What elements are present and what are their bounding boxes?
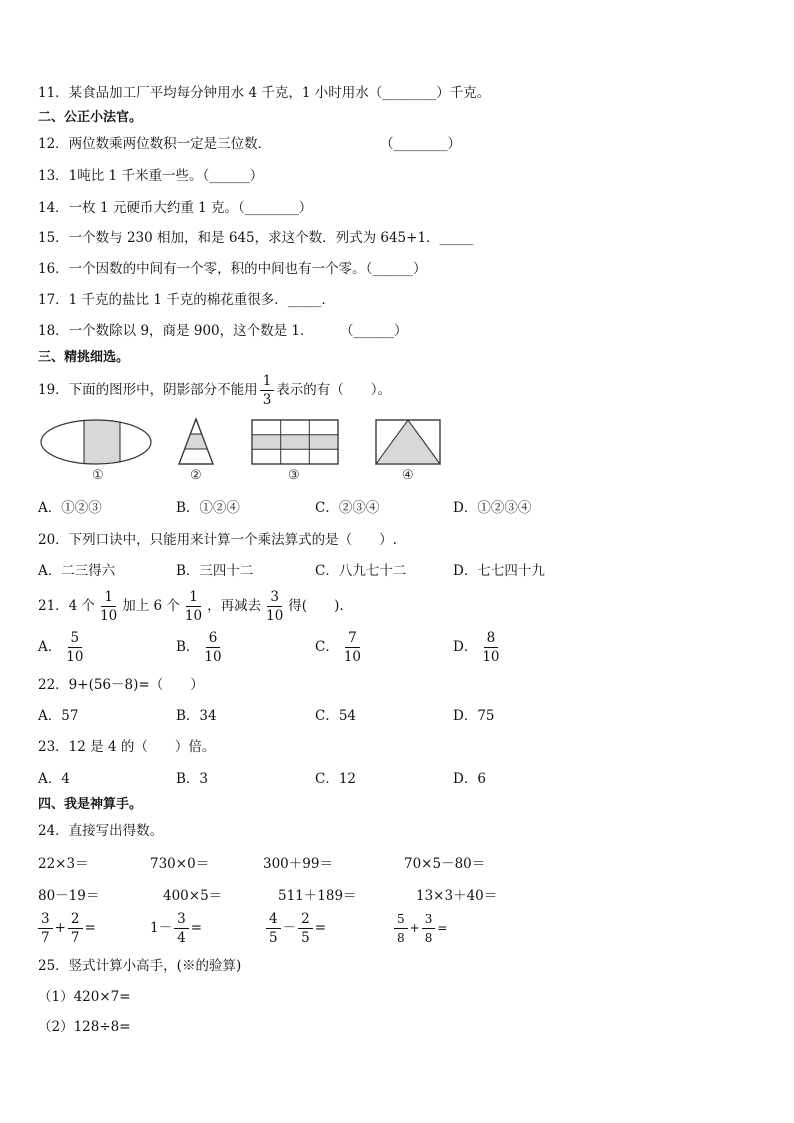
figure-label-4: ④ <box>402 468 414 483</box>
question-23: 23．12 是 4 的（ ）倍。 <box>38 739 216 755</box>
question-16: 16．一个因数的中间有一个零，积的中间也有一个零。（______） <box>38 261 427 277</box>
figure-label-2: ② <box>190 468 202 483</box>
fraction: $\frac{1}{10}$ <box>100 589 118 624</box>
option-b[interactable]: B． $\frac{6}{10}$ <box>176 629 227 665</box>
option-c[interactable]: C．②③④ <box>315 500 380 516</box>
option-a[interactable]: A．①②③ <box>38 500 102 516</box>
calc-item: 13×3＋40＝ <box>416 888 498 904</box>
question-15: 15．一个数与 230 相加，和是 645，求这个数．列式为 645+1．_____ <box>38 230 474 246</box>
question-14: 14．一枚 1 元硬币大约重 1 克。（________） <box>38 200 313 216</box>
calc-item: 300＋99＝ <box>263 856 333 872</box>
answer-blank[interactable]: ______ <box>353 323 394 339</box>
answer-blank[interactable]: ________ <box>244 200 299 216</box>
calc-item: 400×5＝ <box>163 888 223 904</box>
option-b[interactable]: B．①②④ <box>176 500 240 516</box>
fraction: $\frac{5}{8}$ <box>394 911 408 946</box>
answer-paren: （________） <box>380 136 461 152</box>
question-25: 25．竖式计算小高手，(※的验算) <box>38 958 242 974</box>
question-22: 22．9+(56－8)=（ ） <box>38 677 204 693</box>
section-heading-4: 四、我是神算手。 <box>38 797 143 812</box>
figure-ellipse <box>41 418 151 466</box>
answer-blank[interactable]: ________ <box>393 136 448 152</box>
figure-triangle <box>179 419 213 464</box>
calc-fraction-item: $\frac{4}{5}$ － $\frac{2}{5}$ = <box>264 910 326 946</box>
question-19: 19．下面的图形中，阴影部分不能用 $\frac{1}{3}$ 表示的有（ ）。 <box>38 373 392 408</box>
option-a[interactable]: A．57 <box>38 708 79 724</box>
option-b[interactable]: B．34 <box>176 708 217 724</box>
option-a[interactable]: A．二三得六 <box>38 563 116 579</box>
answer-blank[interactable]: ______ <box>372 261 413 277</box>
question-13: 13．1吨比 1 千米重一些。（______） <box>38 168 264 184</box>
figure-grid <box>252 420 338 464</box>
question-21: 21．4 个 $\frac{1}{10}$ 加上 6 个 $\frac{1}{10}$ ，再减去 $\frac{3}{10}$ 得( ). <box>38 589 344 624</box>
calc-fraction-item: $\frac{5}{8}$ + $\frac{3}{8}$ = <box>392 910 447 946</box>
option-c[interactable]: C． $\frac{7}{10}$ <box>315 629 366 665</box>
calc-item: 22×3＝ <box>38 856 89 872</box>
option-b[interactable]: B．三四十二 <box>176 563 254 579</box>
option-c[interactable]: C．54 <box>315 708 357 724</box>
option-a[interactable]: A．4 <box>38 771 70 787</box>
figure-label-1: ① <box>92 468 104 483</box>
answer-blank[interactable]: _____ <box>439 230 474 246</box>
fraction: $\frac{7}{10}$ <box>343 630 362 665</box>
option-d[interactable]: D．七七四十九 <box>453 563 545 579</box>
fraction: $\frac{6}{10}$ <box>204 630 222 665</box>
question-24: 24．直接写出得数。 <box>38 823 164 839</box>
fraction: $\frac{8}{10}$ <box>482 630 500 665</box>
option-c[interactable]: C．八九七十二 <box>315 563 407 579</box>
fraction: $\frac{2}{5}$ <box>298 911 313 946</box>
option-b[interactable]: B．3 <box>176 771 209 787</box>
fraction: $\frac{3}{8}$ <box>422 911 436 946</box>
section-heading-2: 二、公正小法官。 <box>38 110 143 125</box>
fraction: $\frac{1}{3}$ <box>260 373 275 408</box>
calc-item: 80－19＝ <box>38 888 100 904</box>
option-d[interactable]: D．6 <box>453 771 486 787</box>
calc-fraction-item: 1－ $\frac{3}{4}$ = <box>150 911 202 946</box>
figure-square-triangle <box>376 420 440 464</box>
fraction: $\frac{5}{10}$ <box>66 630 84 665</box>
answer-blank[interactable]: ______ <box>209 168 250 184</box>
calc-item: 730×0＝ <box>150 856 210 872</box>
fraction: $\frac{3}{4}$ <box>174 911 189 946</box>
question-11: 11．某食品加工厂平均每分钟用水 4 千克，1 小时用水（________）千克。 <box>38 85 491 101</box>
vertical-calc-2: （2）128÷8= <box>38 1019 131 1035</box>
option-d[interactable]: D．①②③④ <box>453 500 532 516</box>
question-18: 18．一个数除以 9，商是 900，这个数是 1． <box>38 323 314 339</box>
calc-fraction-item: $\frac{3}{7}$ + $\frac{2}{7}$ = <box>36 910 96 946</box>
answer-paren: （______） <box>340 323 408 339</box>
option-a[interactable]: A． $\frac{5}{10}$ <box>38 629 88 665</box>
fraction: $\frac{3}{7}$ <box>38 911 53 946</box>
option-d[interactable]: D．75 <box>453 708 495 724</box>
fraction: $\frac{2}{7}$ <box>68 911 83 946</box>
fraction: $\frac{1}{10}$ <box>184 589 203 624</box>
calc-item: 511＋189＝ <box>278 888 357 904</box>
option-d[interactable]: D． $\frac{8}{10}$ <box>453 629 505 665</box>
question-12: 12．两位数乘两位数积一定是三位数． <box>38 136 272 152</box>
section-heading-3: 三、精挑细选。 <box>38 350 130 365</box>
figure-label-3: ③ <box>288 468 300 483</box>
vertical-calc-1: （1）420×7= <box>38 989 131 1005</box>
calc-item: 70×5－80＝ <box>404 856 486 872</box>
fraction: $\frac{4}{5}$ <box>266 911 281 946</box>
option-c[interactable]: C．12 <box>315 771 357 787</box>
shape-figures <box>38 412 458 487</box>
question-20: 20．下列口诀中，只能用来计算一个乘法算式的是（ ）. <box>38 532 397 548</box>
answer-blank[interactable]: ________ <box>382 85 437 101</box>
fraction: $\frac{3}{10}$ <box>266 589 284 624</box>
question-17: 17．1 千克的盐比 1 千克的棉花重很多．_____． <box>38 292 335 308</box>
answer-blank[interactable]: _____ <box>287 292 322 308</box>
